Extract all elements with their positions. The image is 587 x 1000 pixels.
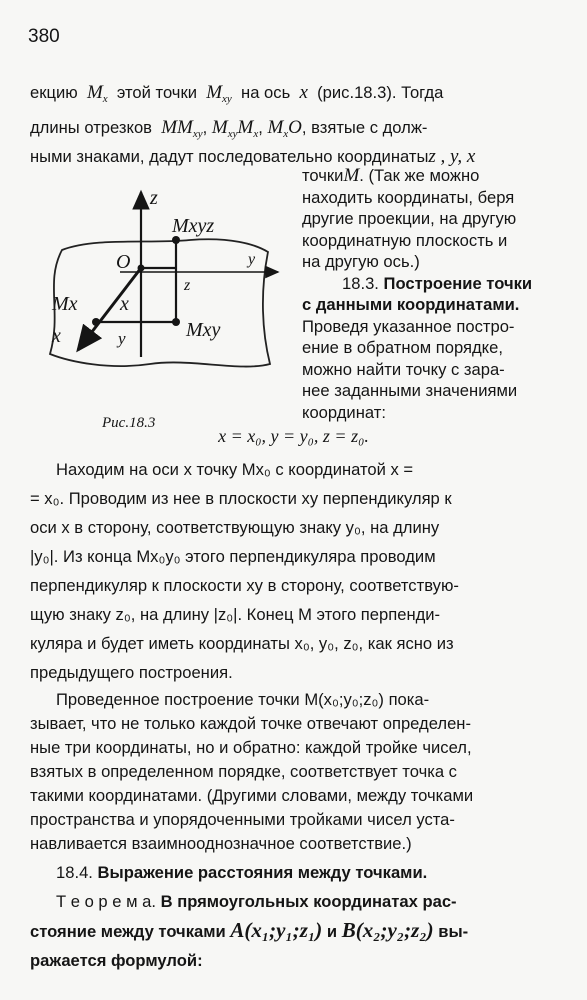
coordinate-diagram <box>40 182 295 422</box>
label-x: x <box>52 325 61 347</box>
theorem <box>30 887 570 975</box>
label-y: y <box>248 251 256 268</box>
right-line-8: Проведя указанное постро- <box>302 316 515 336</box>
paragraph-2 <box>30 455 570 687</box>
label-z: z <box>150 187 158 209</box>
p2-line: перпендикуляр к плоскости xy в сторону, соответствую- <box>30 576 459 595</box>
x-axis <box>78 268 141 350</box>
p2-line: предыдущего построения. <box>30 663 233 682</box>
p3-line: зывает, что не только каждой точке отвечают определен- <box>30 714 471 733</box>
figure-18-3 <box>40 182 295 422</box>
figure-caption: Рис.18.3 <box>102 415 156 431</box>
right-line-1: точкиM. (Так же можно <box>302 165 480 186</box>
p2-line: = x₀. Проводим из нее в плоскости xy перпендикуляр к <box>30 489 452 508</box>
p3-line: Проведенное построение точки M(x₀;y₀;z₀) пока- <box>56 690 430 709</box>
point-o <box>138 265 145 272</box>
point-mxyz <box>172 236 180 244</box>
right-line-4: координатную плоскость и <box>302 230 508 250</box>
point-mx <box>92 318 100 326</box>
label-o: O <box>116 251 131 273</box>
p3-line: ные три координаты, но и обратно: каждой тройке чисел, <box>30 738 472 757</box>
p3-line: взятых в определенном порядке, соответствует точка с <box>30 762 457 781</box>
paragraph-1-line-2: длины отрезков $MM_{xy}$, $M_{xy}M_x$, $M_xO$, взятые с долж- <box>30 117 428 140</box>
right-line-2: находить координаты, беря <box>302 187 515 207</box>
p3-line: пространства и упорядоченными тройками чисел уста- <box>30 810 455 829</box>
p2-line: куляра и будет иметь координаты x₀, y₀, z₀, как ясно из <box>30 634 454 653</box>
point-mxy <box>172 318 180 326</box>
p2-line: Находим на оси x точку Mx₀ с координатой x = <box>56 460 414 479</box>
p2-line: |y₀|. Из конца Mx₀y₀ этого перпендикуляра проводим <box>30 547 436 566</box>
section-18-3-heading: 18.3. Построение точки <box>342 273 533 293</box>
section-18-3-heading-2: с данными координатами. <box>302 295 520 314</box>
theorem-line-3: ражается формулой: <box>30 951 203 970</box>
right-line-10: можно найти точку с зара- <box>302 359 505 379</box>
p2-line: щую знаку z₀, на длину |z₀|. Конец M этого перпенди- <box>30 605 441 624</box>
p2-line: оси x в сторону, соответствующую знаку y₀, на длину <box>30 518 440 537</box>
p3-line: такими координатами. (Другими словами, между точками <box>30 786 474 805</box>
right-column-text <box>302 165 570 423</box>
label-x-inner: x <box>120 293 129 315</box>
theorem-line-1: Т е о р е м а. В прямоугольных координатах рас- <box>56 892 457 911</box>
p3-line: навливается взаимнооднозначное соответствие.) <box>30 834 412 853</box>
section-18-4-heading: 18.4. Выражение расстояния между точками. <box>56 863 428 882</box>
label-z-inner: z <box>184 277 191 294</box>
paragraph-3 <box>30 688 570 856</box>
label-mxy: Mxy <box>186 319 221 341</box>
label-mxyz: Mxyz <box>172 215 215 237</box>
label-y-inner: y <box>118 329 126 348</box>
formula-coordinates: x = x₀, y = y₀, z = z₀. <box>218 426 369 446</box>
paragraph-1-line-1: екцию $M_x$ этой точки $M_{xy}$ на ось x (рис.18.3). Тогда <box>30 82 444 105</box>
plane-outline <box>50 239 270 366</box>
page-number: 380 <box>28 26 60 47</box>
right-line-5: на другую ось.) <box>302 252 420 271</box>
right-line-12: координат: <box>302 402 386 422</box>
theorem-line-2: стояние между точками A(x₁;y₁;z₁) и B(x₂;y₂;z₂) вы- <box>30 918 469 942</box>
right-line-3: другие проекции, на другую <box>302 209 517 228</box>
paragraph-1-line-3: ными знаками, дадут последовательно координатыz , y, x <box>30 146 476 167</box>
right-line-9: ение в обратном порядке, <box>302 338 503 357</box>
label-mx: Mx <box>52 293 78 315</box>
right-line-11: нее заданными значениями <box>302 381 518 400</box>
